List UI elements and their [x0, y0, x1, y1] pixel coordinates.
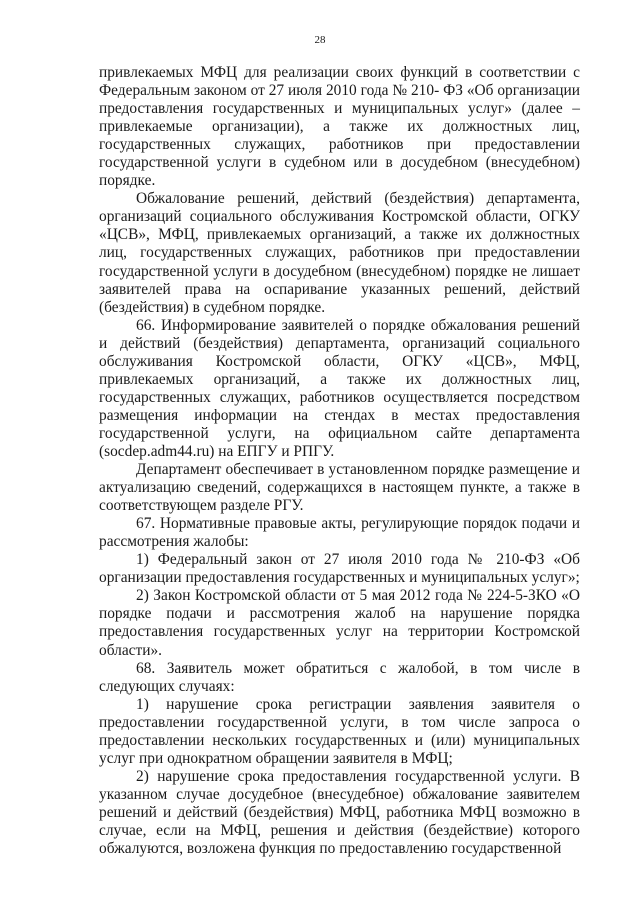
- paragraph-department-duty: Департамент обеспечивает в установленном порядке размещение и актуализацию сведений, содержащихся в настоящем пункте, а также в соответствующем разделе РГУ.: [99, 461, 580, 515]
- list-item-federal-law: 1) Федеральный закон от 27 июля 2010 года № 210-ФЗ «Об организации предоставления государственных и муниципальных услуг»;: [99, 551, 580, 587]
- page-number: 28: [314, 34, 326, 46]
- body-text: [99, 64, 580, 858]
- list-item-registration-violation: 1) нарушение срока регистрации заявления заявителя о предоставлении государственной услуги, в том числе запроса о предоставлении нескольких государственных и (или) муниципальных услуг при однократном обращении заявителя в МФЦ;: [99, 695, 580, 767]
- paragraph-item-67: 67. Нормативные правовые акты, регулирующие порядок подачи и рассмотрения жалобы:: [99, 515, 580, 551]
- paragraph-appeal-rights: Обжалование решений, действий (бездействия) департамента, организаций социального обслуживания Костромской области, ОГКУ «ЦСВ», МФЦ, привлекаемых организаций, а также их должностных лиц, государственных служащих, работников при предоставлении государственной услуги в досудебном (внесудебном) порядке не лишает заявителей права на оспаривание указанных решений, действий (бездействия) в судебном порядке.: [99, 190, 580, 316]
- paragraph-item-66: 66. Информирование заявителей о порядке обжалования решений и действий (бездействия) департамента, организаций социального обслуживания Костромской области, ОГКУ «ЦСВ», МФЦ, привлекаемых организаций, а также их должностных лиц, государственных служащих, работников осуществляется посредством размещения информации на стендах в местах предоставления государственной услуги, на официальном сайте департамента (socdep.adm44.ru) на ЕПГУ и РПГУ.: [99, 316, 580, 460]
- list-item-regional-law: 2) Закон Костромской области от 5 мая 2012 года № 224-5-ЗКО «О порядке подачи и рассмотрения жалоб на нарушение порядка предоставления государственных услуг на территории Костромской области».: [99, 587, 580, 659]
- paragraph-continuation: привлекаемых МФЦ для реализации своих функций в соответствии с Федеральным законом от 27 июля 2010 года № 210- ФЗ «Об организации предоставления государственных и муниципальных услуг» (далее – привлекаемые организации), а также их должностных лиц, государственных служащих, работников при предоставлении государственной услуги в судебном или в досудебном (внесудебном) порядке.: [99, 64, 580, 190]
- list-item-term-violation: 2) нарушение срока предоставления государственной услуги. В указанном случае досудебное (внесудебное) обжалование заявителем решений и действий (бездействия) МФЦ, работника МФЦ возможно в случае, если на МФЦ, решения и действия (бездействие) которого обжалуются, возложена функция по предоставлению государственной: [99, 767, 580, 858]
- paragraph-item-68: 68. Заявитель может обратиться с жалобой, в том числе в следующих случаях:: [99, 659, 580, 695]
